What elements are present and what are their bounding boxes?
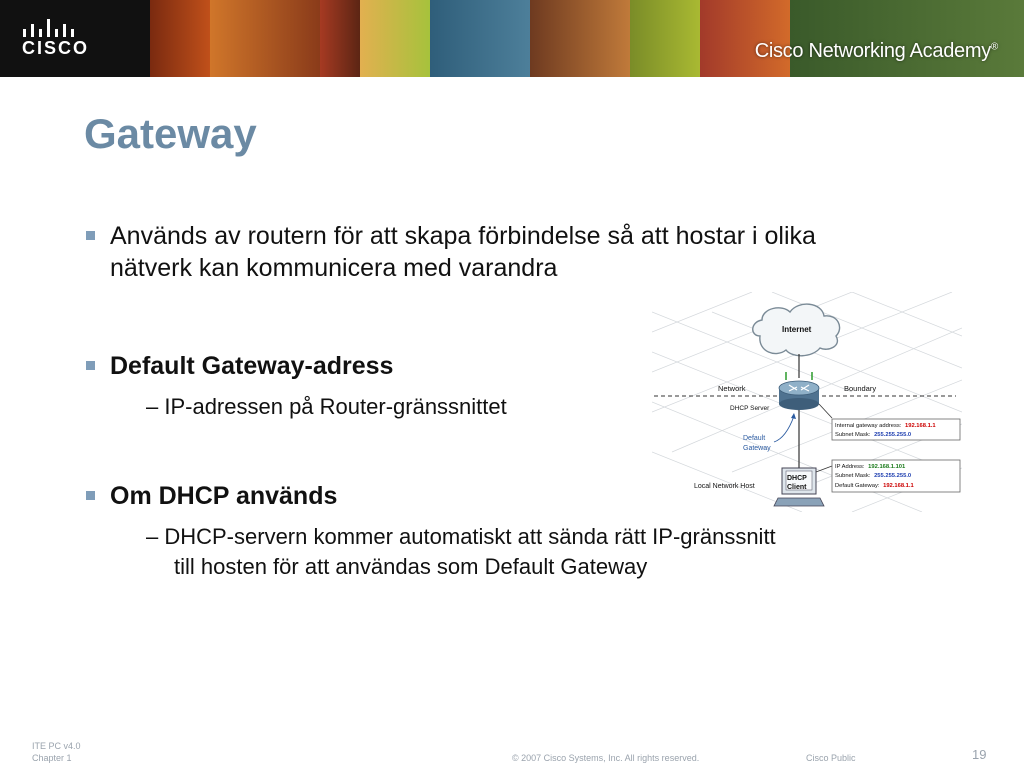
cisco-wordmark: CISCO xyxy=(22,38,90,58)
cisco-logo xyxy=(0,0,150,77)
internet-label: Internet xyxy=(782,325,812,334)
bullet-marker-icon xyxy=(86,491,95,500)
bullet-2-sub-1: – IP-adressen på Router-gränssnittet xyxy=(146,394,507,419)
svg-text:IP Address: 192.168.1.10 xyxy=(835,464,906,470)
bullet-3-sub-1: – DHCP-servern kommer automatiskt att sända rätt IP-gränssnitt xyxy=(146,524,776,549)
router-gw-value: 192.168.1.1 xyxy=(905,423,936,429)
bullet-2-text: Default Gateway-adress xyxy=(110,352,394,380)
default-gateway-label-1: Default xyxy=(743,435,766,442)
banner-photo-strip xyxy=(150,0,1024,77)
slide-title: Gateway xyxy=(84,110,257,157)
svg-text:Internal gateway address: xyxy=(835,423,936,429)
gateway-network-diagram xyxy=(652,292,962,512)
default-gateway-arrow xyxy=(774,416,794,442)
host-mask-label: Subnet Mask: xyxy=(835,473,871,479)
bullet-3 xyxy=(84,480,337,512)
host-gw-value: 192.168.1.1 xyxy=(883,483,914,489)
host-ip-value: 192.168.1.101 xyxy=(868,464,906,470)
course-name: ITE PC v4.0 xyxy=(32,741,81,751)
bullet-1-line-1: Används av routern för att skapa förbindelse så att hostar i olika xyxy=(110,222,816,250)
header-banner xyxy=(0,0,1024,77)
classification-label: Cisco Public xyxy=(806,753,856,763)
network-label: Network xyxy=(718,384,746,393)
router-gw-label: Internal gateway address: xyxy=(835,423,902,429)
arrow-head-icon xyxy=(791,413,796,419)
router-info-box xyxy=(832,419,960,440)
dhcp-client-label-1: DHCP xyxy=(787,475,807,482)
boundary-label: Boundary xyxy=(844,384,877,393)
course-info xyxy=(32,740,81,764)
slide-footer xyxy=(0,730,1024,768)
academy-title: Cisco Networking Academy® xyxy=(754,40,998,62)
dhcp-client-label-2: Client xyxy=(787,484,807,491)
router-mask-label: Subnet Mask: xyxy=(835,432,871,438)
bullet-marker-icon xyxy=(86,231,95,240)
host-info-box xyxy=(832,460,960,492)
local-host-label: Local Network Host xyxy=(694,483,755,490)
dhcp-server-label: DHCP Server xyxy=(730,405,770,412)
default-gateway-label-2: Gateway xyxy=(743,445,771,452)
chapter-name: Chapter 1 xyxy=(32,753,72,763)
router-mask-value: 255.255.255.0 xyxy=(874,432,912,438)
host-ip-label: IP Address: xyxy=(835,464,865,470)
bullet-1-line-2: nätverk kan kommunicera med varandra xyxy=(110,254,558,282)
bullet-3-sub-2: till hosten för att användas som Default Gateway xyxy=(174,554,648,579)
bullet-3-text: Om DHCP används xyxy=(110,482,338,510)
cisco-logo-bars-icon xyxy=(22,18,92,40)
copyright-notice: © 2007 Cisco Systems, Inc. All rights reserved. xyxy=(512,753,700,763)
host-gw-label: Default Gateway: xyxy=(835,483,880,489)
page-number: 19 xyxy=(972,747,987,762)
host-mask-value: 255.255.255.0 xyxy=(874,473,912,479)
bullet-1 xyxy=(84,220,816,284)
bullet-marker-icon xyxy=(86,361,95,370)
svg-text:Default Gateway: 192.168 xyxy=(835,483,914,489)
bullet-2 xyxy=(84,350,393,382)
